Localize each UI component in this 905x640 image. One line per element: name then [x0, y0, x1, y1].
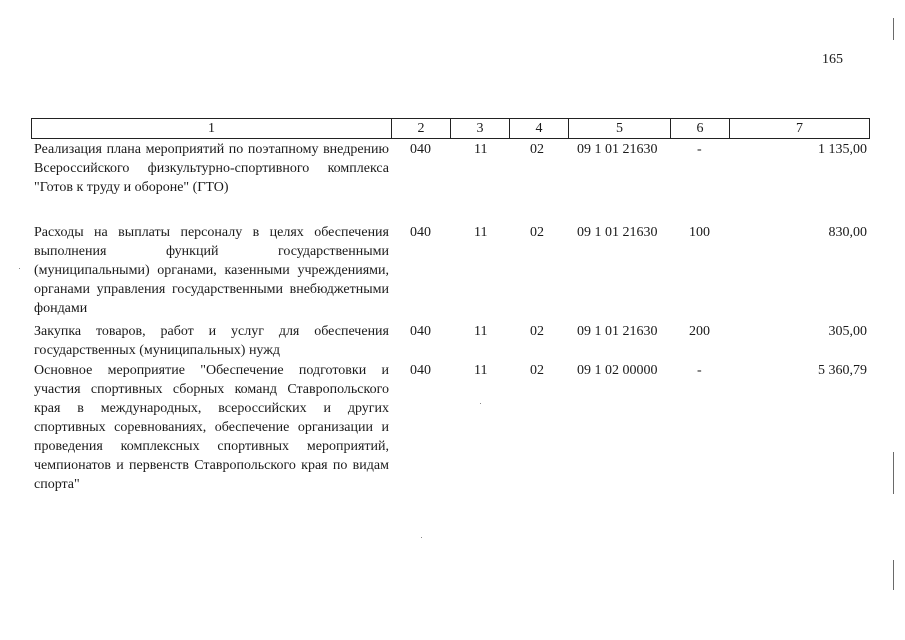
scan-edge-mark — [893, 18, 894, 40]
row-col-3: 11 — [474, 363, 488, 378]
row-col-7: 5 360,79 — [818, 363, 867, 378]
scan-speck — [421, 537, 422, 538]
scan-edge-mark — [893, 452, 894, 494]
row-col-3: 11 — [474, 225, 488, 240]
row-col-5: 09 1 02 00000 — [577, 363, 658, 378]
row-col-4: 02 — [530, 225, 544, 240]
row-col-5: 09 1 01 21630 — [577, 142, 658, 157]
header-cell-1: 1 — [31, 118, 392, 139]
row-col-7: 305,00 — [828, 324, 867, 339]
row-col-2: 040 — [410, 225, 431, 240]
row-description: Основное мероприятие "Обеспечение подготовки и участия спортивных сборных команд Ставропольского края в международных, всероссийских и других спортивных соревнованиях, обеспечение организации и проведения комплексных спортивных мероприятий, чемпионатов и первенств Ставропольского края по видам спорта" — [34, 363, 389, 492]
row-description: Закупка товаров, работ и услуг для обеспечения государственных (муниципальных) нужд — [34, 324, 389, 358]
row-col-6: - — [697, 142, 702, 157]
header-cell-4: 4 — [509, 118, 569, 139]
row-col-2: 040 — [410, 324, 431, 339]
row-col-5: 09 1 01 21630 — [577, 324, 658, 339]
row-col-2: 040 — [410, 142, 431, 157]
row-col-4: 02 — [530, 142, 544, 157]
row-col-5: 09 1 01 21630 — [577, 225, 658, 240]
row-col-6: - — [697, 363, 702, 378]
row-col-4: 02 — [530, 324, 544, 339]
page-number: 165 — [822, 52, 843, 67]
scan-speck — [19, 268, 20, 269]
row-col-4: 02 — [530, 363, 544, 378]
row-col-6: 100 — [689, 225, 710, 240]
header-cell-7: 7 — [729, 118, 870, 139]
row-description: Расходы на выплаты персоналу в целях обеспечения выполнения функций государственными (муниципальными) органами, казенными учреждениями, органами управления государственными внебюджетными фондами — [34, 225, 389, 316]
header-cell-3: 3 — [450, 118, 510, 139]
row-col-3: 11 — [474, 142, 488, 157]
row-col-6: 200 — [689, 324, 710, 339]
row-col-3: 11 — [474, 324, 488, 339]
header-cell-6: 6 — [670, 118, 730, 139]
row-col-7: 830,00 — [828, 225, 867, 240]
header-cell-2: 2 — [391, 118, 451, 139]
row-col-2: 040 — [410, 363, 431, 378]
header-cell-5: 5 — [568, 118, 671, 139]
row-description: Реализация плана мероприятий по поэтапному внедрению Всероссийского физкультурно-спортивного комплекса "Готов к труду и обороне" (ГТО) — [34, 142, 389, 195]
scan-speck — [480, 403, 481, 404]
scan-edge-mark — [893, 560, 894, 590]
row-col-7: 1 135,00 — [818, 142, 867, 157]
